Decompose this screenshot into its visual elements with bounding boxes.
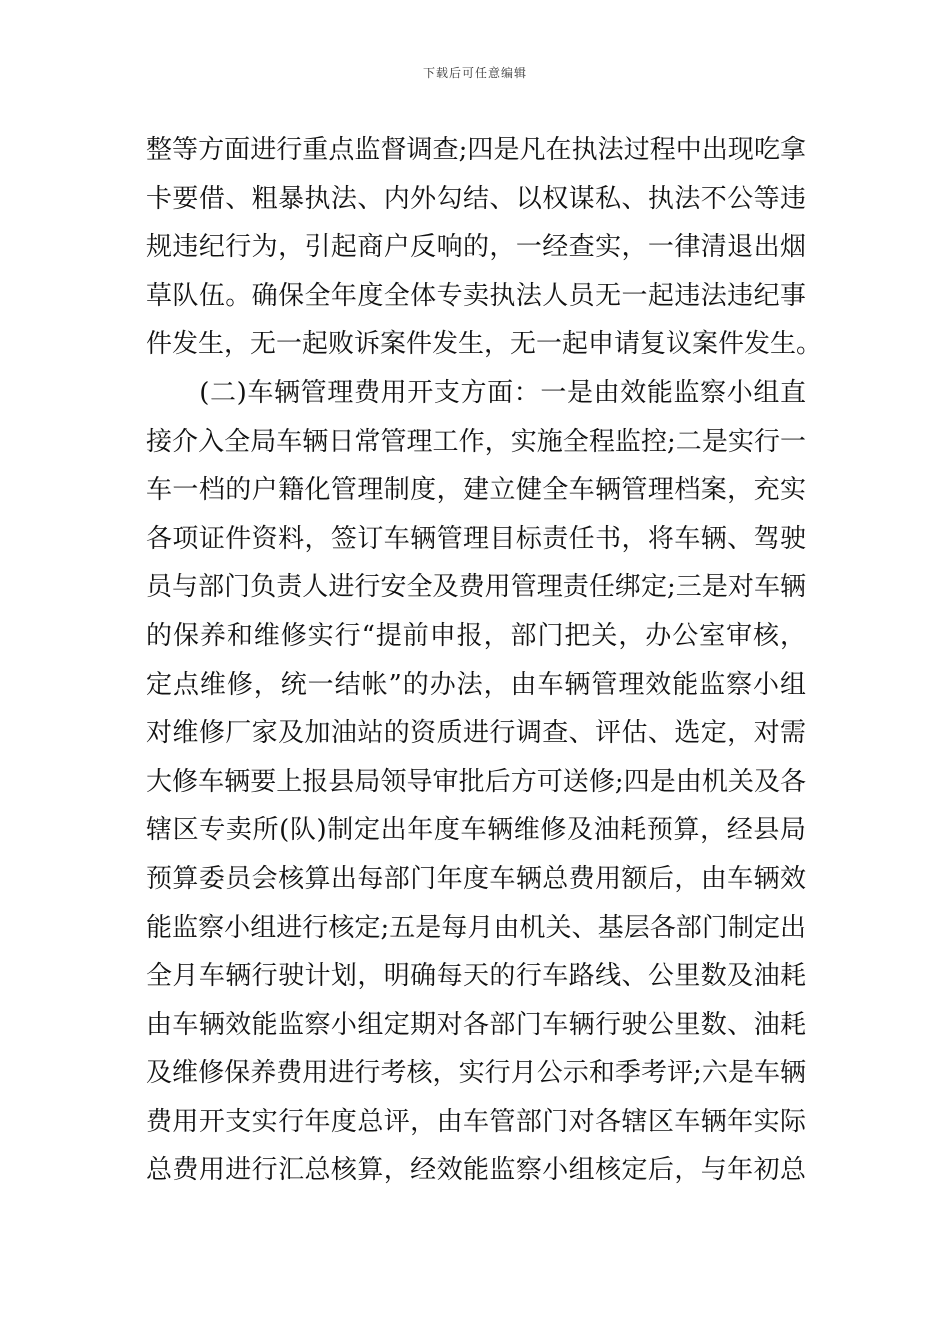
text-line: 卡要借、粗暴执法、内外勾结、以权谋私、执法不公等违 [146, 183, 806, 214]
text-line: 的保养和维修实行“提前申报，部门把关，办公室审核， [146, 620, 806, 651]
body-text [146, 126, 823, 1195]
text-line: 件发生，无一起败诉案件发生，无一起申请复议案件发生。 [146, 329, 823, 360]
text-line: 整等方面进行重点监督调查;四是凡在执法过程中出现吃拿 [146, 135, 806, 165]
page-header: 下载后可任意编辑 [422, 66, 527, 80]
text-line: 及维修保养费用进行考核，实行月公示和季考评;六是车辆 [146, 1058, 806, 1089]
text-line: 全月车辆行驶计划，明确每天的行车路线、公里数及油耗 [146, 961, 806, 992]
text-line: 车一档的户籍化管理制度，建立健全车辆管理档案，充实 [146, 475, 806, 506]
text-line: 规违纪行为，引起商户反响的，一经查实，一律清退出烟 [146, 232, 806, 263]
text-line: 员与部门负责人进行安全及费用管理责任绑定;三是对车辆 [146, 572, 806, 603]
text-line: 总费用进行汇总核算，经效能监察小组核定后，与年初总 [146, 1155, 806, 1186]
text-line: 预算委员会核算出每部门年度车辆总费用额后，由车辆效 [146, 863, 806, 894]
text-line: 各项证件资料，签订车辆管理目标责任书，将车辆、驾驶 [146, 523, 806, 554]
text-line: 对维修厂家及加油站的资质进行调查、评估、选定，对需 [146, 718, 806, 749]
text-line: 由车辆效能监察小组定期对各部门车辆行驶公里数、油耗 [146, 1009, 806, 1040]
text-line: 能监察小组进行核定;五是每月由机关、基层各部门制定出 [146, 912, 806, 943]
text-line: 费用开支实行年度总评，由车管部门对各辖区车辆年实际 [146, 1106, 806, 1137]
text-line: 接介入全局车辆日常管理工作，实施全程监控;二是实行一 [146, 426, 806, 457]
text-line: 辖区专卖所(队)制定出年度车辆维修及油耗预算，经县局 [146, 815, 806, 846]
text-line: 大修车辆要上报县局领导审批后方可送修;四是由机关及各 [146, 766, 806, 797]
text-line: 草队伍。确保全年度全体专卖执法人员无一起违法违纪事 [146, 280, 806, 311]
text-line: (二)车辆管理费用开支方面：一是由效能监察小组直 [146, 377, 806, 408]
text-line: 定点维修，统一结帐”的办法，由车辆管理效能监察小组 [146, 669, 806, 700]
